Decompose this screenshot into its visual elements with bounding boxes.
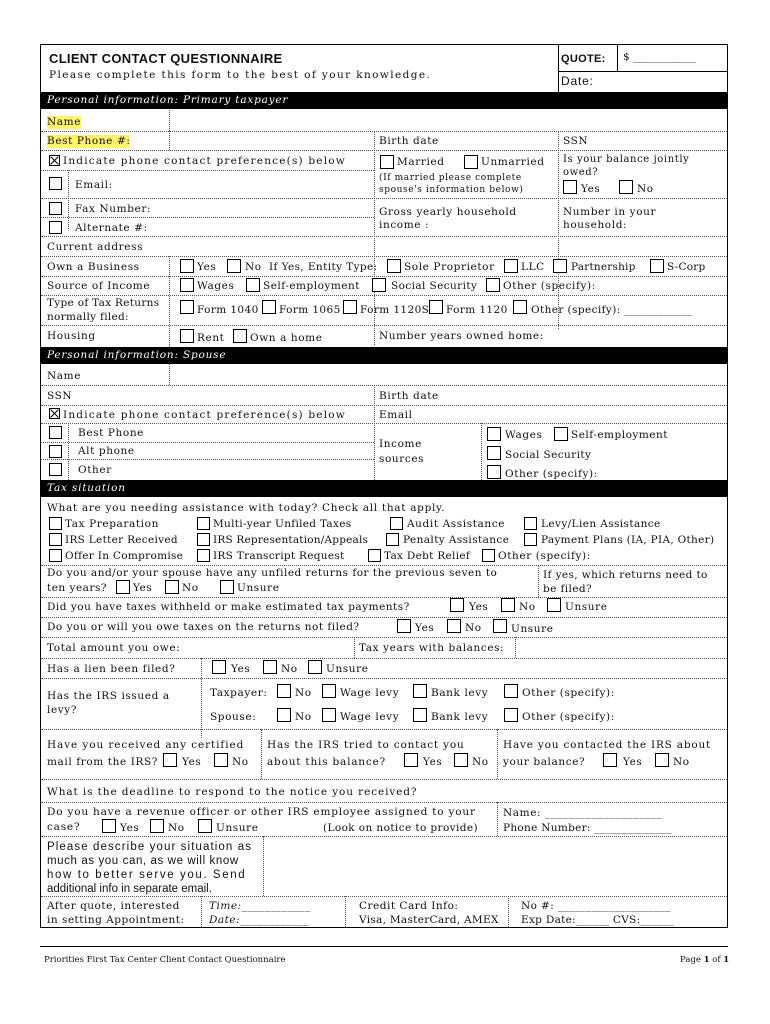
phone-pref-label: Indicate phone contact preference(s) below xyxy=(63,155,346,167)
officer-unsure-checkbox[interactable] xyxy=(198,819,212,833)
after-quote-label-2: in setting Appointment: xyxy=(47,914,185,926)
deadline-question: What is the deadline to respond to the notice you received? xyxy=(47,786,418,798)
payment-plans-label: Payment Plans (IA, PIA, Other) xyxy=(541,534,715,546)
unfiled-no-checkbox[interactable] xyxy=(165,580,179,594)
taxpayer-levy-other-label: Other (specify): xyxy=(522,687,615,699)
ssn-label: SSN xyxy=(563,135,589,147)
spouse-wages-checkbox[interactable] xyxy=(487,427,501,441)
tax-prep-label: Tax Preparation xyxy=(65,518,159,530)
taxpayer-levy-label: Taxpayer: xyxy=(210,687,268,699)
fax-checkbox[interactable] xyxy=(49,202,62,215)
type-returns-label-2: normally filed: xyxy=(47,311,129,323)
spouse-social-sec-checkbox[interactable] xyxy=(487,446,501,460)
contacted-no-label: No xyxy=(673,756,690,768)
lien-no-label: No xyxy=(281,663,298,675)
lien-no-checkbox[interactable] xyxy=(263,660,277,674)
spouse-other-income-checkbox[interactable] xyxy=(487,465,501,479)
after-quote-label-1: After quote, interested xyxy=(47,900,180,912)
penalty-label: Penalty Assistance xyxy=(403,534,510,546)
spouse-wage-levy-checkbox[interactable] xyxy=(322,708,336,722)
scorp-label: S-Corp xyxy=(667,261,706,273)
lien-question: Has a lien been filed? xyxy=(47,663,176,675)
rent-checkbox[interactable] xyxy=(180,329,194,343)
best-phone-label: Best Phone #: xyxy=(47,135,131,147)
rent-label: Rent xyxy=(197,332,225,344)
assist-other-checkbox[interactable] xyxy=(482,549,495,562)
offer-checkbox[interactable] xyxy=(49,549,62,562)
alternate-checkbox[interactable] xyxy=(49,221,62,234)
officer-no-label: No xyxy=(168,822,185,834)
contacted-no-checkbox[interactable] xyxy=(655,753,669,767)
llc-label: LLC xyxy=(521,261,545,273)
officer-question-2: case? xyxy=(47,821,81,833)
taxpayer-bank-levy-label: Bank levy xyxy=(431,687,489,699)
lien-yes-checkbox[interactable] xyxy=(212,660,226,674)
spouse-phone-pref-label: Indicate phone contact preference(s) below xyxy=(63,409,346,421)
levy-lien-label: Levy/Lien Assistance xyxy=(541,518,661,530)
describe-text-3: how to better serve you. Send xyxy=(47,869,247,881)
balance-owed-label: owed? xyxy=(563,167,599,178)
spouse-bank-levy-checkbox[interactable] xyxy=(413,708,427,722)
email-label: Email: xyxy=(75,179,113,191)
business-no-label: No xyxy=(245,261,262,273)
business-yes-label: Yes xyxy=(197,261,217,273)
name-label: Name xyxy=(47,116,82,128)
household-number-label-2: household: xyxy=(563,219,628,231)
irs-letter-label: IRS Letter Received xyxy=(65,534,178,546)
levy-lien-checkbox[interactable] xyxy=(524,517,537,530)
section-tax-header: Tax situation xyxy=(41,480,727,497)
owe-unsure-label: Unsure xyxy=(511,623,554,635)
footer-text: Priorities First Tax Center Client Contact Questionnaire xyxy=(44,955,286,965)
source-income-label: Source of Income xyxy=(47,280,151,292)
spouse-email-label: Email xyxy=(379,409,413,421)
tax-prep-checkbox[interactable] xyxy=(49,517,62,530)
describe-text-2: much as you can, as we will know xyxy=(47,855,239,867)
quote-field[interactable]: $ ____________ xyxy=(623,51,697,63)
cert-no-label: No xyxy=(232,756,249,768)
contacted-irs-q2: your balance? xyxy=(503,756,586,768)
sole-prop-checkbox[interactable] xyxy=(387,259,401,273)
irs-contact-q1: Has the IRS tried to contact you xyxy=(267,739,465,751)
which-returns-2: be filed? xyxy=(543,583,593,595)
transcript-checkbox[interactable] xyxy=(197,549,210,562)
business-yes-checkbox[interactable] xyxy=(180,259,194,273)
taxpayer-bank-levy-checkbox[interactable] xyxy=(413,684,427,698)
unmarried-label: Unmarried xyxy=(481,156,545,168)
cert-yes-checkbox[interactable] xyxy=(163,753,177,767)
owe-unsure-checkbox[interactable] xyxy=(493,619,507,633)
officer-yes-label: Yes xyxy=(120,822,140,834)
penalty-checkbox[interactable] xyxy=(386,533,399,546)
balance-yes-checkbox[interactable] xyxy=(563,180,577,194)
quote-label: QUOTE: xyxy=(561,53,606,65)
email-checkbox[interactable] xyxy=(49,177,62,190)
spouse-wage-levy-label: Wage levy xyxy=(340,711,400,723)
irs-rep-checkbox[interactable] xyxy=(197,533,210,546)
taxpayer-levy-other-checkbox[interactable] xyxy=(504,684,518,698)
withheld-no-checkbox[interactable] xyxy=(501,598,515,612)
officer-name-field[interactable]: Name: ____________________ xyxy=(503,807,663,819)
housing-label: Housing xyxy=(47,330,96,342)
audit-label: Audit Assistance xyxy=(407,518,506,530)
payment-plans-checkbox[interactable] xyxy=(524,533,537,546)
spouse-bank-levy-label: Bank levy xyxy=(431,711,489,723)
assistance-question: What are you needing assistance with today? Check all that apply. xyxy=(47,502,446,514)
taxpayer-levy-no-label: No xyxy=(295,687,312,699)
cert-no-checkbox[interactable] xyxy=(214,753,228,767)
unfiled-no-label: No xyxy=(182,582,199,594)
describe-text-1: Please describe your situation as xyxy=(47,841,253,853)
spouse-alt-phone-checkbox[interactable] xyxy=(49,445,62,458)
date-label: Date: xyxy=(561,74,594,88)
irs-contact-q2: about this balance? xyxy=(267,756,386,768)
spouse-wages-label: Wages xyxy=(505,429,543,441)
married-checkbox[interactable] xyxy=(380,155,394,169)
unmarried-checkbox[interactable] xyxy=(464,155,478,169)
wages-checkbox[interactable] xyxy=(180,278,194,292)
levy-question-2: levy? xyxy=(47,704,78,716)
birth-date-label: Birth date xyxy=(379,135,439,147)
officer-yes-checkbox[interactable] xyxy=(102,819,116,833)
officer-question-1: Do you have a revenue officer or other IRS employee assigned to your xyxy=(47,806,476,818)
owe-no-checkbox[interactable] xyxy=(447,619,461,633)
spouse-birth-date-label: Birth date xyxy=(379,390,439,402)
balance-no-checkbox[interactable] xyxy=(619,180,633,194)
self-employment-label: Self-employment xyxy=(263,280,360,292)
irs-letter-checkbox[interactable] xyxy=(49,533,62,546)
certified-mail-q2: mail from the IRS? xyxy=(47,756,159,768)
sole-prop-label: Sole Proprietor xyxy=(404,261,495,273)
irs-contact-yes-label: Yes xyxy=(423,756,443,768)
spouse-best-phone-checkbox[interactable] xyxy=(49,426,62,439)
credit-card-label-2: Visa, MasterCard, AMEX xyxy=(359,914,499,926)
spouse-other-checkbox[interactable] xyxy=(49,463,62,476)
unfiled-unsure-checkbox[interactable] xyxy=(220,580,234,594)
owe-yes-checkbox[interactable] xyxy=(397,619,411,633)
self-employment-checkbox[interactable] xyxy=(246,278,260,292)
unfiled-yes-checkbox[interactable] xyxy=(116,580,130,594)
form-other-label: Other (specify): ____________ xyxy=(531,304,693,316)
appointment-date-field[interactable]: Date:____________ xyxy=(209,914,310,926)
spouse-phone-pref-checkbox[interactable] xyxy=(49,408,60,419)
withheld-yes-checkbox[interactable] xyxy=(450,598,464,612)
card-exp-cvs-field[interactable]: Exp Date:______ CVS:______ xyxy=(521,914,674,926)
look-notice-label: (Look on notice to provide) xyxy=(323,822,478,834)
spouse-levy-other-label: Other (specify): xyxy=(522,711,615,723)
appointment-time-field[interactable]: Time:____________ xyxy=(209,900,311,912)
spouse-income-label-2: sources xyxy=(379,453,425,465)
questionnaire-form xyxy=(40,44,728,928)
unfiled-yes-label: Yes xyxy=(133,582,153,594)
contacted-irs-q1: Have you contacted the IRS about xyxy=(503,739,712,751)
fax-label: Fax Number: xyxy=(75,203,152,215)
scorp-checkbox[interactable] xyxy=(650,259,664,273)
contacted-yes-label: Yes xyxy=(623,756,643,768)
assist-other-label: Other (specify): xyxy=(498,550,591,562)
taxpayer-wage-levy-label: Wage levy xyxy=(340,687,400,699)
card-number-field[interactable]: No #: ____________________ xyxy=(521,900,671,912)
debt-relief-label: Tax Debt Relief xyxy=(384,550,471,562)
credit-card-label-1: Credit Card Info: xyxy=(359,900,459,912)
married-label: Married xyxy=(397,156,445,168)
lien-unsure-checkbox[interactable] xyxy=(308,660,322,674)
business-no-checkbox[interactable] xyxy=(227,259,241,273)
spouse-levy-no-label: No xyxy=(295,711,312,723)
withheld-no-label: No xyxy=(519,601,536,613)
spouse-self-emp-label: Self-employment xyxy=(571,429,668,441)
llc-checkbox[interactable] xyxy=(504,259,518,273)
balance-no-label: No xyxy=(637,183,654,195)
withheld-question: Did you have taxes withheld or make estimated tax payments? xyxy=(47,601,410,613)
type-returns-label-1: Type of Tax Returns xyxy=(47,297,160,309)
own-business-label: Own a Business xyxy=(47,261,140,273)
certified-mail-q1: Have you received any certified xyxy=(47,739,245,751)
phone-pref-checkbox[interactable] xyxy=(49,155,60,166)
gross-income-label-2: income : xyxy=(379,219,430,231)
cert-yes-label: Yes xyxy=(182,756,202,768)
officer-unsure-label: Unsure xyxy=(216,822,259,834)
form-1065-checkbox[interactable] xyxy=(262,300,276,314)
page-number: Page 1 of 1 xyxy=(680,955,730,965)
lien-unsure-label: Unsure xyxy=(326,663,369,675)
wages-label: Wages xyxy=(197,280,235,292)
gross-income-label-1: Gross yearly household xyxy=(379,206,517,218)
form-1120s-label: Form 1120S xyxy=(360,304,430,316)
form-1120-label: Form 1120 xyxy=(446,304,508,316)
spouse-name-label: Name xyxy=(47,370,82,382)
owe-yes-label: Yes xyxy=(415,622,435,634)
current-address-label: Current address xyxy=(47,241,144,253)
form-other-checkbox[interactable] xyxy=(513,300,527,314)
withheld-unsure-label: Unsure xyxy=(565,601,608,613)
contacted-yes-checkbox[interactable] xyxy=(603,753,617,767)
irs-contact-no-label: No xyxy=(472,756,489,768)
section-primary-header: Personal information: Primary taxpayer xyxy=(41,92,727,109)
irs-rep-label: IRS Representation/Appeals xyxy=(213,534,369,546)
social-security-label: Social Security xyxy=(391,280,478,292)
form-subtitle: Please complete this form to the best of your knowledge. xyxy=(49,69,432,81)
spouse-levy-no-checkbox[interactable] xyxy=(277,708,291,722)
taxpayer-wage-levy-checkbox[interactable] xyxy=(322,684,336,698)
offer-label: Offer In Compromise xyxy=(65,550,184,562)
unfiled-question-1: Do you and/or your spouse have any unfiled returns for the previous seven to xyxy=(47,567,498,579)
irs-contact-yes-checkbox[interactable] xyxy=(404,753,418,767)
describe-text-4: additional info in separate email. xyxy=(47,883,212,895)
spouse-best-phone-label: Best Phone xyxy=(78,427,145,439)
form-1120-checkbox[interactable] xyxy=(429,300,443,314)
total-owe-label: Total amount you owe: xyxy=(47,642,181,654)
spouse-other-label: Other xyxy=(78,464,112,476)
irs-contact-no-checkbox[interactable] xyxy=(454,753,468,767)
unfiled-unsure-label: Unsure xyxy=(237,582,280,594)
multi-year-label: Multi-year Unfiled Taxes xyxy=(213,518,352,530)
spouse-levy-other-checkbox[interactable] xyxy=(504,708,518,722)
social-security-checkbox[interactable] xyxy=(372,278,386,292)
years-owned-label: Number years owned home: xyxy=(379,330,544,342)
form-1040-checkbox[interactable] xyxy=(180,300,194,314)
own-home-checkbox[interactable] xyxy=(233,329,247,343)
owe-no-label: No xyxy=(465,622,482,634)
officer-no-checkbox[interactable] xyxy=(150,819,164,833)
withheld-unsure-checkbox[interactable] xyxy=(547,598,561,612)
officer-phone-field[interactable]: Phone Number: ______________ xyxy=(503,822,673,834)
debt-relief-checkbox[interactable] xyxy=(368,549,381,562)
withheld-yes-label: Yes xyxy=(469,601,489,613)
form-1065-label: Form 1065 xyxy=(279,304,341,316)
spouse-income-label-1: Income xyxy=(379,438,422,450)
balance-jointly-label: Is your balance jointly xyxy=(563,154,690,165)
partnership-label: Partnership xyxy=(571,261,636,273)
spouse-levy-label: Spouse: xyxy=(210,711,257,723)
form-title: CLIENT CONTACT QUESTIONNAIRE xyxy=(49,51,283,66)
balance-yes-label: Yes xyxy=(581,183,601,195)
taxpayer-levy-no-checkbox[interactable] xyxy=(277,684,291,698)
unfiled-question-2: ten years? xyxy=(47,582,107,594)
household-number-label-1: Number in your xyxy=(563,206,657,218)
owe-question: Do you or will you owe taxes on the returns not filed? xyxy=(47,621,360,633)
alternate-label: Alternate #: xyxy=(75,222,148,234)
tax-years-label: Tax years with balances: xyxy=(359,642,505,654)
spouse-other-income-label: Other (specify): xyxy=(505,468,598,479)
spouse-self-emp-checkbox[interactable] xyxy=(554,427,568,441)
own-home-label: Own a home xyxy=(250,332,323,344)
spouse-alt-phone-label: Alt phone xyxy=(78,445,135,457)
section-spouse-header: Personal information: Spouse xyxy=(41,347,727,364)
levy-question-1: Has the IRS issued a xyxy=(47,690,170,702)
partnership-checkbox[interactable] xyxy=(553,259,567,273)
spouse-social-sec-label: Social Security xyxy=(505,449,592,461)
form-1120s-checkbox[interactable] xyxy=(343,300,357,314)
income-other-checkbox[interactable] xyxy=(486,278,500,292)
income-other-label: Other (specify): xyxy=(503,280,596,292)
married-note-1: (If married please complete xyxy=(379,173,522,183)
audit-checkbox[interactable] xyxy=(390,517,403,530)
entity-type-label: If Yes, Entity Type: xyxy=(269,261,378,273)
transcript-label: IRS Transcript Request xyxy=(213,550,345,562)
multi-year-checkbox[interactable] xyxy=(197,517,210,530)
form-1040-label: Form 1040 xyxy=(197,304,259,316)
married-note-2: spouse's information below) xyxy=(379,185,524,195)
spouse-ssn-label: SSN xyxy=(47,390,73,402)
which-returns-1: If yes, which returns need to xyxy=(543,569,708,581)
lien-yes-label: Yes xyxy=(231,663,251,675)
